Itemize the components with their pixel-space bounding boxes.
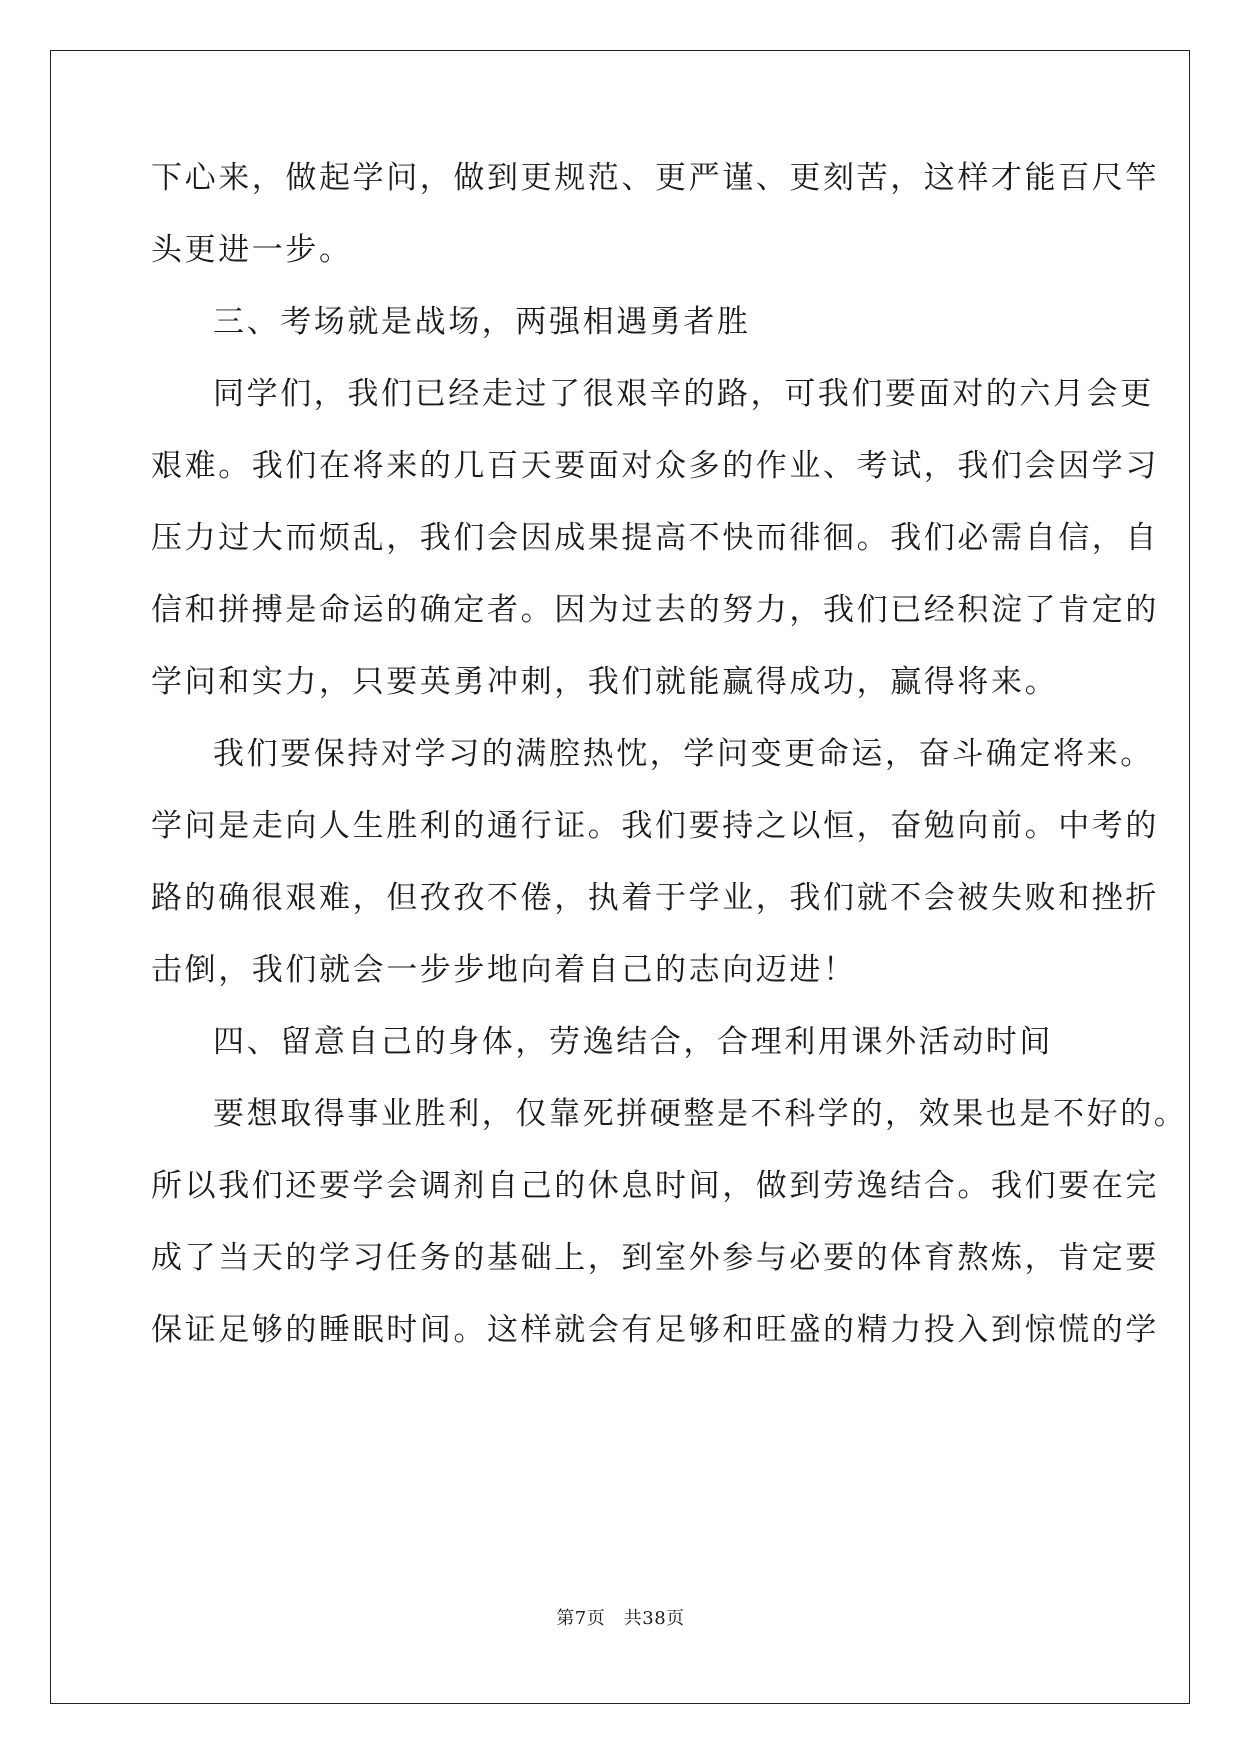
text-line: 学问和实力，只要英勇冲刺，我们就能赢得成功，赢得将来。: [151, 664, 1059, 700]
text-line: 击倒，我们就会一步步地向着自己的志向迈进！: [151, 952, 857, 988]
text-line: 头更进一步。: [151, 232, 353, 268]
text-line: 所以我们还要学会调剂自己的休息时间，做到劳逸结合。我们要在完: [151, 1168, 1159, 1204]
text-line: 学问是走向人生胜利的通行证。我们要持之以恒，奋勉向前。中考的: [151, 808, 1159, 844]
paragraph-start: 要想取得事业胜利，仅靠死拼硬整是不科学的，效果也是不好的。: [213, 1096, 1188, 1132]
page-number: 第7页 共38页: [556, 1608, 685, 1629]
page-border: [50, 50, 1190, 1704]
text-line: 信和拼搏是命运的确定者。因为过去的努力，我们已经积淀了肯定的: [151, 592, 1159, 628]
text-line: 艰难。我们在将来的几百天要面对众多的作业、考试，我们会因学习: [151, 448, 1159, 484]
text-line: 路的确很艰难，但孜孜不倦，执着于学业，我们就不会被失败和挫折: [151, 880, 1159, 916]
text-line: 成了当天的学习任务的基础上，到室外参与必要的体育熬炼，肯定要: [151, 1240, 1159, 1276]
section-heading: 四、留意自己的身体，劳逸结合，合理利用课外活动时间: [213, 1024, 1053, 1060]
text-line: 压力过大而烦乱，我们会因成果提高不快而徘徊。我们必需自信，自: [151, 520, 1159, 556]
text-line: 保证足够的睡眠时间。这样就会有足够和旺盛的精力投入到惊慌的学: [151, 1312, 1159, 1348]
text-line: 下心来，做起学问，做到更规范、更严谨、更刻苦，这样才能百尺竿: [151, 160, 1159, 196]
section-heading: 三、考场就是战场，两强相遇勇者胜: [213, 304, 751, 340]
paragraph-start: 我们要保持对学习的满腔热忱，学问变更命运，奋斗确定将来。: [213, 736, 1154, 772]
paragraph-start: 同学们，我们已经走过了很艰辛的路，可我们要面对的六月会更: [213, 376, 1154, 412]
